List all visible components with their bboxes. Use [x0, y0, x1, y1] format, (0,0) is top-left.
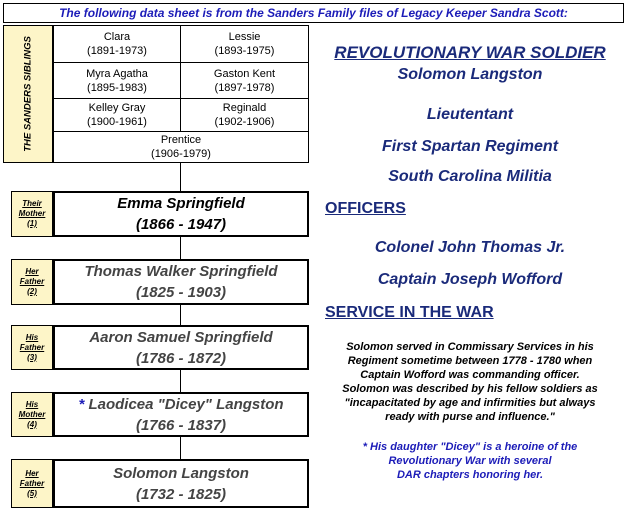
- generation-box-aaron: [53, 325, 309, 370]
- siblings-label: [3, 25, 53, 163]
- sibling-dates: (1897-1978): [214, 81, 275, 94]
- star-marker: *: [78, 395, 89, 413]
- officers-heading: OFFICERS: [325, 200, 406, 217]
- sibling-dates: (1893-1975): [214, 45, 275, 57]
- generation-number: (1): [27, 219, 37, 228]
- generation-relation: Their: [22, 199, 42, 208]
- sibling-dates: (1906-1979): [151, 148, 211, 160]
- soldier-militia: South Carolina Militia: [388, 168, 552, 185]
- connector-line: [180, 163, 181, 191]
- sibling-name: Gaston Kent: [213, 67, 276, 80]
- generation-label: [11, 392, 53, 437]
- service-line: Solomon was described by his fellow soldiers as: [342, 383, 598, 395]
- connector-line: [180, 237, 181, 259]
- sibling-dates: (1902-1906): [214, 116, 275, 128]
- generation-dates: (1825 - 1903): [135, 284, 227, 301]
- generation-dates: (1732 - 1825): [135, 485, 227, 503]
- officer-captain: Captain Joseph Wofford: [377, 271, 563, 288]
- generation-relation: His: [25, 332, 39, 342]
- generation-relation: Father: [19, 342, 45, 352]
- generation-relation: His: [25, 399, 39, 409]
- soldier-title: REVOLUTIONARY WAR SOLDIER: [334, 43, 606, 62]
- service-line: Captain Wofford was commanding officer.: [360, 369, 580, 381]
- service-heading: SERVICE IN THE WAR: [325, 304, 494, 321]
- note-line: Revolutionary War with several: [388, 455, 552, 467]
- generation-box-solomon: [53, 459, 309, 508]
- generation-label: [11, 191, 53, 237]
- connector-line: [180, 305, 181, 325]
- sibling-dates: (1891-1973): [87, 45, 147, 57]
- service-line: ready with purse and influence.": [385, 411, 555, 423]
- connector-line: [180, 370, 181, 392]
- generation-dates: (1766 - 1837): [135, 416, 227, 434]
- generation-name: Solomon Langston: [113, 464, 249, 482]
- soldier-name: Solomon Langston: [397, 66, 543, 83]
- officer-colonel: Colonel John Thomas Jr.: [374, 239, 566, 256]
- sibling-cell: [180, 25, 309, 63]
- sibling-cell: [180, 98, 309, 132]
- generation-number: (2): [27, 287, 37, 296]
- generation-name: Thomas Walker Springfield: [84, 263, 278, 280]
- sibling-cell: [53, 25, 181, 63]
- sibling-cell: [53, 131, 309, 163]
- generation-dates: (1786 - 1872): [135, 349, 227, 367]
- header-banner: The following data sheet is from the Sanders Family files of Legacy Keeper Sandra Scott:: [3, 3, 624, 23]
- generation-number: (5): [27, 488, 37, 498]
- sibling-cell: [53, 98, 181, 132]
- generation-relation: Father: [19, 478, 45, 488]
- sibling-dates: (1895-1983): [87, 81, 147, 94]
- generation-dates: (1866 - 1947): [135, 216, 227, 233]
- sibling-name: Reginald: [222, 102, 267, 114]
- generation-relation: Mother: [18, 409, 46, 419]
- generation-label: [11, 459, 53, 508]
- generation-name: Emma Springfield: [117, 195, 245, 212]
- sibling-dates: (1900-1961): [87, 116, 147, 128]
- soldier-regiment: First Spartan Regiment: [381, 138, 559, 155]
- note-line: DAR chapters honoring her.: [396, 469, 544, 481]
- note-line: * His daughter "Dicey" is a heroine of the: [362, 441, 578, 453]
- service-description: [320, 340, 620, 424]
- generation-relation: Father: [19, 277, 45, 286]
- service-line: Solomon served in Commissary Services in his: [346, 341, 594, 353]
- sibling-name: Prentice: [160, 134, 202, 146]
- sibling-name: Clara: [103, 31, 131, 43]
- sibling-name: Lessie: [228, 31, 261, 43]
- generation-name: Aaron Samuel Springfield: [89, 328, 273, 346]
- generation-relation: Mother: [18, 209, 46, 218]
- generation-box-dicey: [53, 392, 309, 437]
- service-line: Regiment sometime between 1778 - 1780 when: [347, 355, 593, 367]
- generation-relation: Her: [25, 267, 39, 276]
- sibling-name: Kelley Gray: [88, 102, 146, 114]
- sibling-cell: [180, 62, 309, 99]
- soldier-rank: Lieutentant: [426, 106, 514, 123]
- sibling-name: Myra Agatha: [86, 67, 148, 80]
- generation-box-emma: [53, 191, 309, 237]
- service-line: "incapacitated by age and infirmities but always: [344, 397, 596, 409]
- sibling-cell: [53, 62, 181, 99]
- generation-label: [11, 325, 53, 370]
- generation-name: Laodicea "Dicey" Langston: [88, 395, 284, 413]
- siblings-label-text: THE SANDERS SIBLINGS: [22, 36, 34, 152]
- generation-number: (4): [27, 419, 37, 429]
- generation-box-thomas: [53, 259, 309, 305]
- heroine-note: [320, 440, 620, 482]
- generation-relation: Her: [25, 468, 39, 478]
- connector-line: [180, 437, 181, 459]
- generation-label: [11, 259, 53, 305]
- generation-number: (3): [27, 352, 37, 362]
- generation-name-row: [55, 394, 307, 415]
